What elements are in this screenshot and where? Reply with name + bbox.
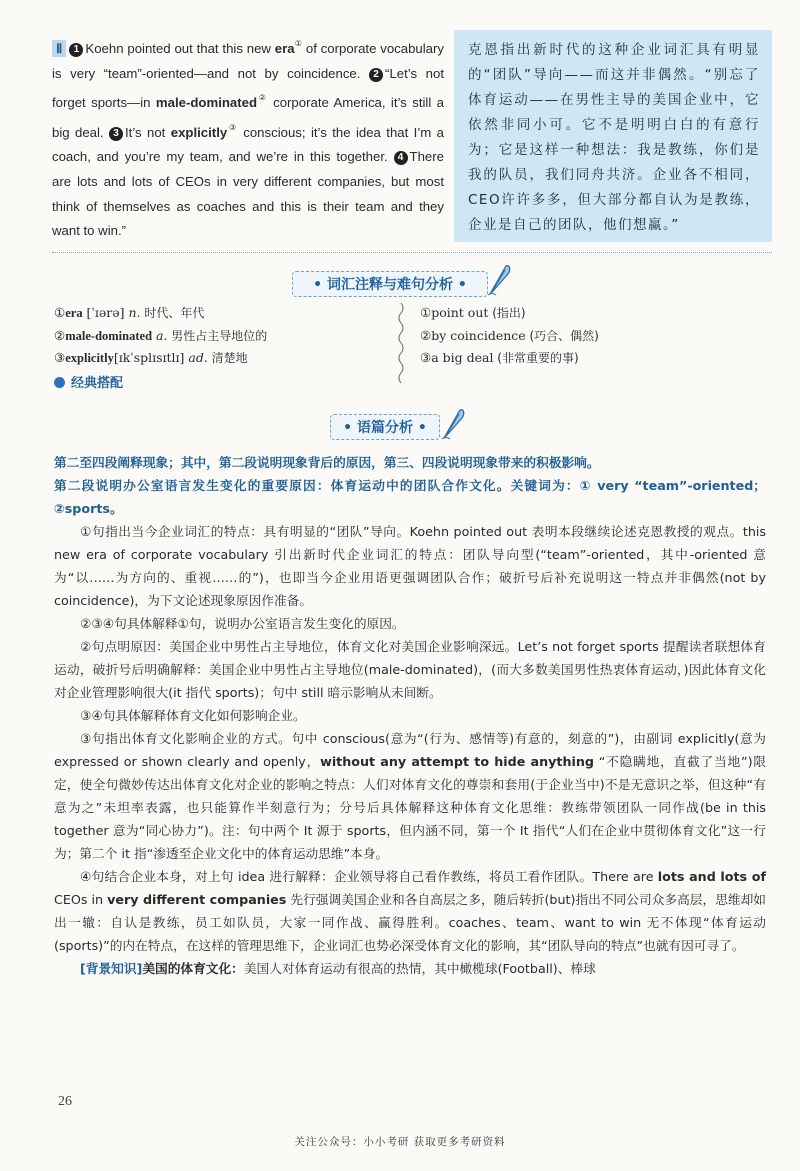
vocab-item: ①era [ˈɪərə] n. 时代、年代 (54, 305, 205, 320)
phrase-item: ③a big deal (非常重要的事) (420, 350, 579, 365)
footnote-mark: ① (294, 39, 303, 48)
sentence-number: 4 (394, 151, 408, 165)
analysis-section-header: • 语篇分析 • (330, 414, 440, 440)
sentence-text: There are lots and lots of CEOs in very different companies, but most think of themselves as coaches and this is their team and they want to win.” (52, 149, 444, 239)
paragraph-marker: Ⅱ (52, 40, 66, 57)
analysis-paragraph: ③句指出体育文化影响企业的方式。句中 conscious(意为“(行为、感情等)有意的，刻意的”)，由副词 explicitly(意为 expressed or shown clearly and openly，without any attempt to hide anything “不隐瞒地，直截了当地”)限定，使全句微妙传达出体育文化对企业的影响之特点：人们对体育文化的尊崇和套用(于企业当中)不是无意识之举，但这种“有意为之”未坦率表露，也只能算作半刻意行为；分号后具体解释这种体育文化思维：教练带领团队一同作战(be in this together 意为“同心协力”)。注：句中两个 It 源于 sports，但内涵不同，第一个 It 指代“人们在企业中贯彻体育文化”这一行为；第二个 it 指“渗透至企业文化中的体育运动思维”本身。 (54, 731, 767, 861)
analysis-paragraph: ③④句具体解释体育文化如何影响企业。 (80, 708, 306, 723)
analysis-paragraph: ①句指出当今企业词汇的特点：具有明显的“团队”导向。Koehn pointed out 表明本段继续论述克恩教授的观点。this new era of corporate vocabulary 引出新时代企业词汇的特点：团队导向型(“team”-oriented，其中-oriented 意为“以……为方向的、重视……的”)，也即当今企业用语更强调团队合作；破折号后补充说明这一特点并非偶然(not by coincidence)，为下文论述现象原因作准备。 (54, 524, 766, 608)
sentence-text: corporate America, it’s still a big deal. (52, 95, 445, 140)
vocab-word: male-dominated (155, 95, 258, 111)
vocab-word: explicitly (170, 124, 228, 140)
footnote-mark: ③ (227, 122, 238, 132)
footnote-mark: ② (257, 93, 268, 103)
vocab-word: era (274, 41, 295, 56)
analysis-paragraph: ④句结合企业本身，对上句 idea 进行解释：企业领导将自己看作教练，将员工看作团队。There are lots and lots of CEOs in very different companies 先行强调美国企业和各自高层之多，随后转折(but)指出不同公司众多高层，思维却如出一辙：自认是教练，员工如队员，大家一同作战、赢得胜利。coaches、team、want to win 无不体现“体育运动(sports)”的内在特点，在这样的管理思维下，企业词汇也势必深受体育文化的影响，其“团队导向的特点”也就有因可寻了。 (54, 869, 766, 953)
sentence-text: It’s not (125, 124, 171, 140)
sentence-text: conscious; it’s the idea that I’m a coach, and you’re my team, and we’re in this together. (52, 124, 444, 165)
vocab-list-left (54, 302, 394, 370)
analysis-summary: 第二至四段阐释现象；其中，第二段说明现象背后的原因，第三、四段说明现象带来的积极影响。 (54, 455, 600, 470)
feather-pen-icon (440, 406, 466, 440)
sentence-text: Koehn pointed out that this new (85, 41, 275, 56)
analysis-keywords: 第二段说明办公室语言发生变化的重要原因：体育运动中的团队合作文化。关键词为：① very “team”-oriented；②sports。 (54, 478, 766, 516)
vocab-section-header: • 词汇注释与难句分析 • (292, 271, 488, 297)
page-number: 26 (58, 1094, 72, 1109)
footer-note: 关注公众号：小小考研 获取更多考研资料 (294, 1136, 506, 1148)
divider (52, 252, 772, 253)
vocab-item: ②male-dominated a. 男性占主导地位的 (54, 327, 268, 343)
classic-collocations-label: 经典搭配 (54, 372, 123, 391)
analysis-paragraph: ②句点明原因：美国企业中男性占主导地位，体育文化对美国企业影响深远。Let’s not forget sports 提醒读者联想体育运动，破折号后明确解释：美国企业中男性占主导地位(male-dominated)，(而大多数美国男性热衷体育运动，)因此体育文化对企业管理影响很大(it 指代 sports)；句中 still 暗示影响从未间断。 (54, 639, 766, 700)
wavy-divider (396, 303, 406, 387)
sentence-number: 2 (369, 68, 383, 82)
sentence-number: 1 (69, 43, 83, 57)
passage-section (52, 30, 772, 245)
sentence-number: 3 (109, 127, 123, 141)
phrase-item: ②by coincidence (巧合、偶然) (420, 327, 599, 343)
english-passage (52, 32, 444, 244)
background-knowledge: [背景知识]美国的体育文化：美国人对体育运动有很高的热情，其中橄榄球(Football)、棒球 (80, 961, 596, 976)
analysis-paragraph: ②③④句具体解释①句，说明办公室语言发生变化的原因。 (80, 616, 405, 631)
vocab-item: ③explicitly[ɪkˈsplɪsɪtlɪ] ad. 清楚地 (54, 350, 248, 365)
chinese-translation-box: 克恩指出新时代的这种企业词汇具有明显的“团队”导向——而这并非偶然。“别忘了体育运动——在男性主导的美国企业中，它依然非同小可。它不是明明白白的有意行为；它是这样一种想法：我是教练，你们是我的队员，我们同舟共济。企业各不相同，CEO许许多多，但大部分都自认为是教练，企业是自己的团队，他们想赢。” (454, 30, 772, 242)
feather-pen-icon (486, 262, 512, 296)
sentence-text: “Let’s not forget sports—in (52, 65, 445, 111)
phrase-list-right (420, 302, 760, 370)
sentence-text: of corporate vocabulary is very “team”-oriented—and not by coincidence. (52, 41, 444, 81)
discourse-analysis (54, 451, 766, 980)
phrase-item: ①point out (指出) (420, 305, 526, 320)
bullet-icon (54, 377, 65, 388)
